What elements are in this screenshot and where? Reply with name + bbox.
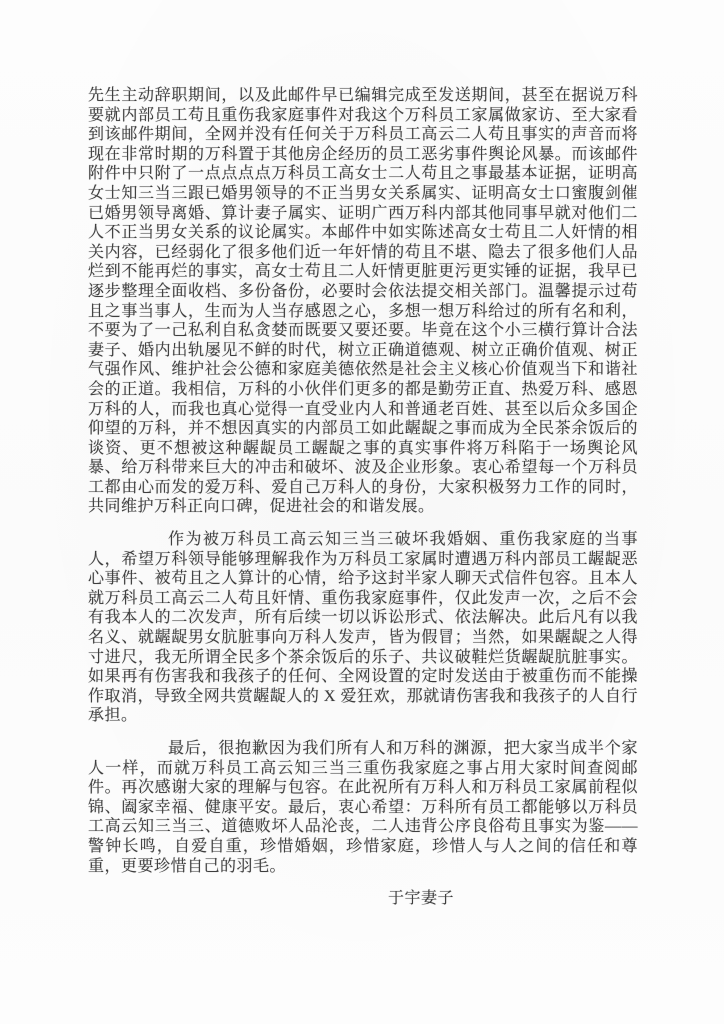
letter-paragraph-1: 先生主动辞职期间，以及此邮件早已编辑完成至发送期间，甚至在据说万科要就内部员工苟且重伤我家庭事件对我这个万科员工家属做家访、至大家看到该邮件期间，全网并没有任何关于万科员工高云二人苟且事实的声音而将现在非常时期的万科置于其他房企经历的员工恶劣事件舆论风暴。而该邮件附件中只附了一点点点点万科员工高女士二人苟且之事最基本证据，证明高女士知三当三跟已婚男领导的不正当男女关系属实、证明高女士口蜜腹剑催已婚男领导离婚、算计妻子属实、证明广西万科内部其他同事早就对他们二人不正当男女关系的议论属实。本邮件中如实陈述高女士苟且二人奸情的相关内容，已经弱化了很多他们近一年奸情的苟且不堪、隐去了很多他们人品烂到不能再烂的事实，高女士苟且二人奸情更脏更污更实锤的证据，我早已逐步整理全面收档、多份备份，必要时会依法提交相关部门。温馨提示过苟且之事当事人，生而为人当存感恩之心，多想一想万科给过的所有名和利，不要为了一己私利自私贪婪而既要又要还要。毕竟在这个小三横行算计合法妻子、婚内出轨屡见不鲜的时代，树立正确道德观、树立正确价值观、树正气强作风、维护社会公德和家庭美德依然是社会主义核心价值观当下和谐社会的正道。我相信，万科的小伙伴们更多的都是勤劳正直、热爱万科、感恩万科的人，而我也真心觉得一直受业内人和普通老百姓、甚至以后众多国企仰望的万科，并不想因真实的内部员工如此龌龊之事而成为全民茶余饭后的谈资、更不想被这种龌龊员工龌龊之事的真实事件将万科陷于一场舆论风暴、给万科带来巨大的冲击和破坏、波及企业形象。衷心希望每一个万科员工都由心而发的爱万科、爱自己万科人的身份，大家积极努力工作的同时，共同维护万科正向口碑，促进社会的和谐发展。 [88, 87, 638, 516]
letter-paragraph-2: 作为被万科员工高云知三当三破坏我婚姻、重伤我家庭的当事人，希望万科领导能够理解我作为万科员工家属时遭遇万科内部员工龌龊恶心事件、被苟且之人算计的心情，给予这封半家人聊天式信件包容。且本人就万科员工高云二人苟且奸情、重伤我家庭事件，仅此发声一次，之后不会有我本人的二次发声，所有后续一切以诉讼形式、依法解决。此后凡有以我名义、就龌龊男女肮脏事向万科人发声，皆为假冒；当然，如果龌龊之人得寸进尺，我无所谓全民多个茶余饭后的乐子、共议破鞋烂货龌龊肮脏事实。如果再有伤害我和我孩子的任何、全网设置的定时发送由于被重伤而不能操作取消，导致全网共赏龌龊人的 X 爱狂欢，那就请伤害我和我孩子的人自行承担。 [88, 531, 638, 725]
letter-paragraph-3: 最后，很抱歉因为我们所有人和万科的渊源，把大家当成半个家人一样，而就万科员工高云知三当三重伤我家庭之事占用大家时间查阅邮件。再次感谢大家的理解与包容。在此祝所有万科人和万科员工家属前程似锦、阖家幸福、健康平安。最后，衷心希望：万科所有员工都能够以万科员工高云知三当三、道德败坏人品沦丧，二人违背公序良俗苟且事实为鉴——警钟长鸣，自爱自重，珍惜婚姻，珍惜家庭，珍惜人与人之间的信任和尊重，更要珍惜自己的羽毛。 [88, 740, 638, 875]
signature: 于宇妻子 [388, 890, 455, 908]
letter-body [88, 86, 638, 909]
